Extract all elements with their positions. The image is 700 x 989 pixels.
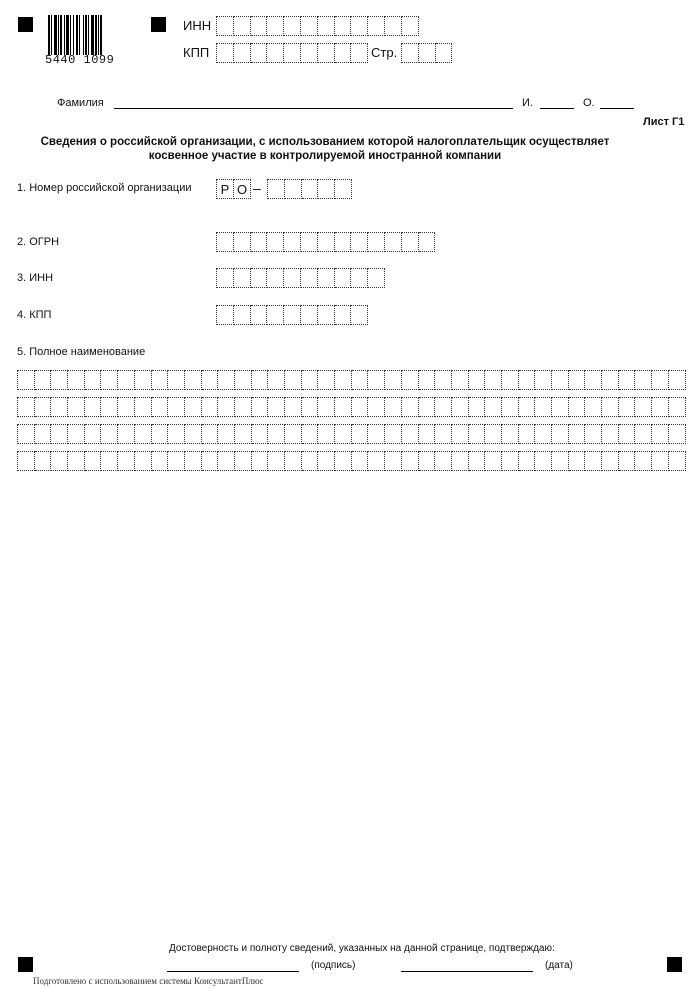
inn-cells[interactable] (216, 268, 385, 288)
entry-cell[interactable] (335, 424, 352, 444)
entry-cell[interactable] (602, 424, 619, 444)
entry-cell[interactable] (368, 268, 385, 288)
entry-cell[interactable] (51, 451, 68, 471)
entry-cell[interactable] (635, 451, 652, 471)
entry-cell[interactable] (569, 451, 586, 471)
entry-cell[interactable] (217, 16, 234, 36)
entry-cell[interactable] (68, 424, 85, 444)
entry-cell[interactable] (285, 370, 302, 390)
entry-cell[interactable] (285, 424, 302, 444)
entry-cell[interactable] (35, 451, 52, 471)
entry-cell[interactable] (335, 268, 352, 288)
surname-label: Фамилия (57, 97, 104, 109)
entry-cell[interactable] (101, 424, 118, 444)
entry-cell[interactable] (152, 397, 169, 417)
full-name-label: 5. Полное наименование (17, 346, 146, 358)
entry-cell[interactable] (519, 424, 536, 444)
entry-cell[interactable] (168, 424, 185, 444)
entry-cell[interactable] (252, 397, 269, 417)
entry-cell[interactable] (368, 397, 385, 417)
entry-cell[interactable] (585, 451, 602, 471)
entry-cell[interactable] (469, 451, 486, 471)
entry-cell[interactable] (217, 268, 234, 288)
entry-cell[interactable] (234, 43, 251, 63)
date-field[interactable] (401, 971, 533, 972)
entry-cell[interactable] (351, 43, 368, 63)
entry-cell[interactable] (351, 16, 368, 36)
entry-cell[interactable] (217, 43, 234, 63)
header-page-label: Стр. (371, 45, 398, 60)
entry-cell[interactable] (318, 232, 335, 252)
initial-i-label: И. (522, 97, 533, 109)
entry-cell[interactable] (335, 305, 352, 325)
registration-marker-bottom-right (667, 957, 682, 972)
entry-cell[interactable] (185, 370, 202, 390)
entry-cell[interactable] (552, 424, 569, 444)
header-kpp-label: КПП (183, 45, 210, 60)
entry-cell[interactable] (285, 397, 302, 417)
entry-cell[interactable] (619, 397, 636, 417)
entry-cell[interactable] (519, 397, 536, 417)
entry-cell[interactable] (368, 424, 385, 444)
sheet-label: Лист Г1 (643, 116, 685, 128)
entry-cell[interactable] (35, 397, 52, 417)
entry-cell[interactable] (251, 232, 268, 252)
entry-cell[interactable] (385, 397, 402, 417)
full-name-row[interactable] (17, 424, 686, 444)
full-name-row[interactable] (17, 451, 686, 471)
entry-cell[interactable] (435, 397, 452, 417)
entry-cell[interactable] (267, 232, 284, 252)
entry-cell[interactable] (402, 451, 419, 471)
initial-o-field[interactable] (600, 108, 634, 109)
entry-cell[interactable] (251, 16, 268, 36)
signature-label: (подпись) (311, 960, 356, 971)
registration-marker-bottom-left (18, 957, 33, 972)
entry-cell[interactable] (152, 424, 169, 444)
entry-cell[interactable] (652, 397, 669, 417)
entry-cell[interactable] (335, 179, 352, 199)
barcode-number: 5440 1099 (45, 53, 115, 67)
entry-cell[interactable] (318, 397, 335, 417)
entry-cell[interactable] (402, 16, 419, 36)
entry-cell[interactable] (619, 451, 636, 471)
entry-cell[interactable] (68, 451, 85, 471)
entry-cell[interactable] (385, 370, 402, 390)
entry-cell[interactable] (635, 370, 652, 390)
entry-cell[interactable] (185, 451, 202, 471)
entry-cell[interactable] (284, 43, 301, 63)
entry-cell[interactable] (152, 370, 169, 390)
entry-cell[interactable] (669, 451, 686, 471)
entry-cell[interactable] (419, 232, 436, 252)
entry-cell[interactable] (335, 16, 352, 36)
entry-cell[interactable] (502, 451, 519, 471)
entry-cell[interactable] (68, 397, 85, 417)
entry-cell[interactable] (118, 424, 135, 444)
entry-cell[interactable] (185, 397, 202, 417)
entry-cell[interactable] (669, 424, 686, 444)
entry-cell[interactable] (569, 397, 586, 417)
entry-cell[interactable] (602, 397, 619, 417)
entry-cell[interactable] (669, 397, 686, 417)
entry-cell[interactable] (419, 370, 436, 390)
registration-marker-top-right (151, 17, 166, 32)
entry-cell[interactable] (284, 232, 301, 252)
entry-cell[interactable] (285, 451, 302, 471)
entry-cell[interactable] (51, 424, 68, 444)
entry-cell[interactable] (202, 370, 219, 390)
entry-cell[interactable] (101, 397, 118, 417)
entry-cell[interactable] (402, 424, 419, 444)
entry-cell[interactable] (168, 451, 185, 471)
entry-cell[interactable] (318, 268, 335, 288)
full-name-row[interactable] (17, 397, 686, 417)
entry-cell[interactable] (652, 424, 669, 444)
entry-cell[interactable] (485, 397, 502, 417)
entry-cell[interactable] (235, 370, 252, 390)
entry-cell[interactable] (267, 16, 284, 36)
entry-cell[interactable] (35, 424, 52, 444)
kpp-label: 4. КПП (17, 309, 52, 321)
entry-cell[interactable] (118, 370, 135, 390)
entry-cell[interactable] (552, 370, 569, 390)
entry-cell[interactable] (217, 232, 234, 252)
entry-cell[interactable] (469, 370, 486, 390)
entry-cell[interactable] (234, 232, 251, 252)
entry-cell[interactable] (351, 305, 368, 325)
entry-cell[interactable] (185, 424, 202, 444)
entry-cell[interactable] (318, 179, 335, 199)
full-name-row[interactable] (17, 370, 686, 390)
entry-cell[interactable] (469, 397, 486, 417)
entry-cell[interactable] (385, 232, 402, 252)
entry-cell[interactable] (318, 305, 335, 325)
entry-cell[interactable] (251, 305, 268, 325)
entry-cell[interactable] (635, 424, 652, 444)
entry-cell[interactable] (469, 424, 486, 444)
ogrn-cells[interactable] (216, 232, 435, 252)
entry-cell[interactable] (635, 397, 652, 417)
header-inn-label: ИНН (183, 18, 212, 33)
entry-cell[interactable] (235, 397, 252, 417)
entry-cell[interactable] (302, 451, 319, 471)
entry-cell[interactable] (267, 268, 284, 288)
entry-cell[interactable] (402, 397, 419, 417)
entry-cell[interactable] (552, 397, 569, 417)
entry-cell[interactable] (502, 370, 519, 390)
entry-cell[interactable] (335, 397, 352, 417)
entry-cell[interactable] (318, 43, 335, 63)
header-kpp-cells[interactable] (216, 43, 368, 63)
entry-cell[interactable] (302, 370, 319, 390)
entry-cell[interactable] (485, 451, 502, 471)
entry-cell[interactable] (101, 451, 118, 471)
entry-cell[interactable] (101, 370, 118, 390)
entry-cell[interactable] (368, 451, 385, 471)
entry-cell[interactable] (85, 424, 102, 444)
entry-cell[interactable] (385, 16, 402, 36)
entry-cell[interactable] (502, 424, 519, 444)
entry-cell[interactable] (569, 370, 586, 390)
entry-cell[interactable] (519, 451, 536, 471)
entry-cell[interactable] (368, 232, 385, 252)
ogrn-label: 2. ОГРН (17, 236, 60, 248)
entry-cell[interactable] (436, 43, 453, 63)
entry-cell[interactable] (351, 268, 368, 288)
entry-cell[interactable] (452, 424, 469, 444)
entry-cell[interactable] (585, 424, 602, 444)
entry-cell[interactable] (267, 43, 284, 63)
entry-cell[interactable] (602, 451, 619, 471)
date-label: (дата) (545, 960, 573, 971)
entry-cell[interactable] (502, 397, 519, 417)
confirmation-text: Достоверность и полноту сведений, указанных на данной странице, подтверждаю: (169, 943, 555, 954)
entry-cell[interactable] (217, 305, 234, 325)
entry-cell[interactable] (452, 451, 469, 471)
entry-cell[interactable] (234, 305, 251, 325)
entry-cell[interactable] (452, 370, 469, 390)
entry-cell[interactable] (251, 43, 268, 63)
entry-cell[interactable] (435, 370, 452, 390)
entry-cell[interactable] (152, 451, 169, 471)
entry-cell[interactable] (535, 451, 552, 471)
entry-cell[interactable] (268, 424, 285, 444)
entry-cell[interactable] (118, 451, 135, 471)
entry-cell[interactable] (218, 370, 235, 390)
entry-cell[interactable] (302, 424, 319, 444)
entry-cell[interactable] (352, 397, 369, 417)
header-inn-cells[interactable] (216, 16, 419, 36)
entry-cell[interactable] (85, 451, 102, 471)
barcode (48, 15, 134, 55)
entry-cell[interactable] (301, 232, 318, 252)
entry-cell[interactable] (252, 370, 269, 390)
org-number-label: 1. Номер российской организации (17, 182, 192, 194)
header-page-cells[interactable] (401, 43, 452, 63)
org-number-prefix-cells[interactable] (216, 179, 251, 199)
prepared-by-text: Подготовлено с использованием системы КонсультантПлюс (33, 976, 264, 986)
entry-cell[interactable] (318, 370, 335, 390)
entry-cell[interactable] (569, 424, 586, 444)
entry-cell[interactable] (268, 397, 285, 417)
entry-cell[interactable] (402, 43, 419, 63)
entry-cell[interactable] (419, 43, 436, 63)
entry-cell[interactable] (585, 370, 602, 390)
entry-cell[interactable] (235, 451, 252, 471)
entry-cell[interactable] (452, 397, 469, 417)
entry-cell[interactable] (218, 424, 235, 444)
entry-cell[interactable] (18, 370, 35, 390)
entry-cell[interactable] (352, 370, 369, 390)
entry-cell[interactable] (234, 16, 251, 36)
entry-cell[interactable] (235, 424, 252, 444)
form-title-line-2: косвенное участие в контролируемой иностранной компании (148, 150, 502, 162)
entry-cell[interactable] (135, 370, 152, 390)
entry-cell[interactable] (419, 424, 436, 444)
entry-cell[interactable] (318, 451, 335, 471)
entry-cell[interactable] (419, 397, 436, 417)
entry-cell[interactable] (351, 232, 368, 252)
entry-cell[interactable] (284, 268, 301, 288)
entry-cell[interactable] (402, 370, 419, 390)
entry-cell[interactable] (335, 43, 352, 63)
entry-cell[interactable] (202, 424, 219, 444)
kpp-cells[interactable] (216, 305, 368, 325)
entry-cell[interactable] (284, 305, 301, 325)
entry-cell[interactable] (68, 370, 85, 390)
surname-field[interactable] (114, 108, 513, 109)
entry-cell[interactable] (85, 397, 102, 417)
entry-cell[interactable] (335, 370, 352, 390)
inn-label: 3. ИНН (17, 272, 54, 284)
entry-cell[interactable] (335, 232, 352, 252)
entry-cell[interactable] (552, 451, 569, 471)
entry-cell[interactable] (419, 451, 436, 471)
entry-cell[interactable] (435, 451, 452, 471)
entry-cell[interactable] (18, 451, 35, 471)
entry-cell[interactable] (368, 16, 385, 36)
entry-cell[interactable] (535, 397, 552, 417)
entry-cell[interactable] (252, 451, 269, 471)
entry-cell[interactable] (385, 424, 402, 444)
entry-cell[interactable] (202, 451, 219, 471)
entry-cell[interactable] (318, 424, 335, 444)
org-number-prefix-cell: Р (217, 179, 234, 199)
entry-cell[interactable] (485, 424, 502, 444)
entry-cell[interactable] (652, 451, 669, 471)
org-number-dash: – (253, 180, 261, 196)
entry-cell[interactable] (619, 370, 636, 390)
entry-cell[interactable] (619, 424, 636, 444)
org-number-prefix-cell: О (234, 179, 251, 199)
entry-cell[interactable] (51, 370, 68, 390)
entry-cell[interactable] (135, 397, 152, 417)
entry-cell[interactable] (368, 370, 385, 390)
entry-cell[interactable] (385, 451, 402, 471)
org-number-cells[interactable] (267, 179, 352, 199)
entry-cell[interactable] (301, 268, 318, 288)
entry-cell[interactable] (51, 397, 68, 417)
entry-cell[interactable] (352, 424, 369, 444)
entry-cell[interactable] (585, 397, 602, 417)
entry-cell[interactable] (318, 16, 335, 36)
entry-cell[interactable] (268, 179, 285, 199)
initial-i-field[interactable] (540, 108, 574, 109)
entry-cell[interactable] (284, 16, 301, 36)
entry-cell[interactable] (18, 424, 35, 444)
entry-cell[interactable] (252, 424, 269, 444)
entry-cell[interactable] (135, 451, 152, 471)
entry-cell[interactable] (268, 451, 285, 471)
entry-cell[interactable] (669, 370, 686, 390)
entry-cell[interactable] (435, 424, 452, 444)
entry-cell[interactable] (302, 397, 319, 417)
entry-cell[interactable] (268, 370, 285, 390)
entry-cell[interactable] (335, 451, 352, 471)
entry-cell[interactable] (301, 305, 318, 325)
entry-cell[interactable] (301, 43, 318, 63)
signature-field[interactable] (167, 971, 299, 972)
entry-cell[interactable] (234, 268, 251, 288)
entry-cell[interactable] (251, 268, 268, 288)
entry-cell[interactable] (35, 370, 52, 390)
entry-cell[interactable] (302, 179, 319, 199)
entry-cell[interactable] (202, 397, 219, 417)
entry-cell[interactable] (519, 370, 536, 390)
entry-cell[interactable] (535, 370, 552, 390)
registration-marker-top-left (18, 17, 33, 32)
entry-cell[interactable] (135, 424, 152, 444)
entry-cell[interactable] (218, 397, 235, 417)
entry-cell[interactable] (85, 370, 102, 390)
entry-cell[interactable] (168, 370, 185, 390)
entry-cell[interactable] (602, 370, 619, 390)
entry-cell[interactable] (285, 179, 302, 199)
entry-cell[interactable] (168, 397, 185, 417)
entry-cell[interactable] (301, 16, 318, 36)
entry-cell[interactable] (267, 305, 284, 325)
initial-o-label: О. (583, 97, 595, 109)
entry-cell[interactable] (18, 397, 35, 417)
entry-cell[interactable] (652, 370, 669, 390)
entry-cell[interactable] (402, 232, 419, 252)
entry-cell[interactable] (218, 451, 235, 471)
entry-cell[interactable] (118, 397, 135, 417)
entry-cell[interactable] (485, 370, 502, 390)
form-title-line-1: Сведения о российской организации, с использованием которой налогоплательщик осуществляет (40, 136, 610, 148)
entry-cell[interactable] (352, 451, 369, 471)
entry-cell[interactable] (535, 424, 552, 444)
